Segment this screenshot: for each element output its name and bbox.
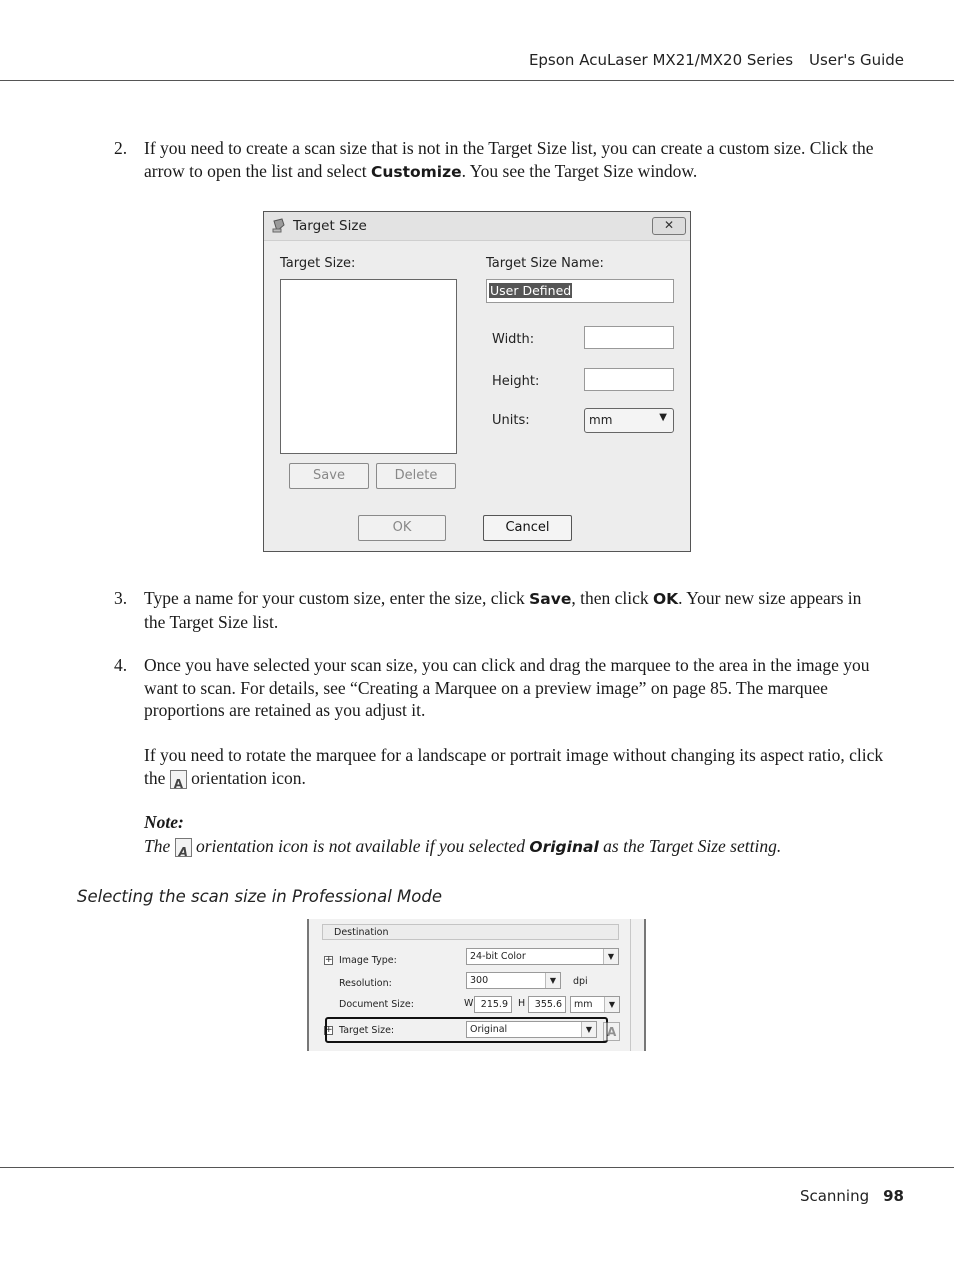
step-number: 4. xyxy=(114,655,128,675)
step-4-extra-part: If you need to rotate the marquee for a landscape or portrait image without changing its aspect ratio, click the xyxy=(144,745,884,788)
header-title: Epson AcuLaser MX21/MX20 Series xyxy=(528,51,794,69)
note-part: orientation icon is not available if you selected xyxy=(196,836,526,856)
header-guide: User's Guide xyxy=(809,51,904,69)
note-part: as the Target Size setting. xyxy=(603,836,782,856)
note-label: Note: xyxy=(144,812,184,832)
target-size-list-label: Target Size: xyxy=(280,256,356,271)
settings-area xyxy=(315,919,631,1051)
step-3-text xyxy=(144,587,884,633)
scanner-app-icon xyxy=(271,218,287,234)
step-2-part: If you need to create a scan size that is not in the Target Size list, you can create a custom size. Click the arrow to open the list and select xyxy=(144,138,874,181)
footer-section: Scanning xyxy=(799,1187,870,1205)
chevron-down-icon: ▼ xyxy=(604,997,619,1012)
section-heading: Selecting the scan size in Professional Mode xyxy=(77,887,443,906)
save-term: Save xyxy=(529,590,572,608)
doc-unit-select[interactable] xyxy=(570,996,620,1013)
step-number: 3. xyxy=(114,588,128,608)
width-letter: W xyxy=(464,998,474,1009)
width-label: Width: xyxy=(492,332,535,347)
page-number: 98 xyxy=(883,1187,904,1205)
chevron-down-icon: ▼ xyxy=(581,1022,596,1037)
dropdown-arrow-icon: ▼ xyxy=(659,412,667,423)
step-4-text: Once you have selected your scan size, you can click and drag the marquee to the area in the image you want to scan. For details, see “Creating a Marquee on a preview image” on page 85. The marquee proportions are retained as you adjust it. xyxy=(144,655,870,720)
target-size-name-value: User Defined xyxy=(490,283,572,298)
height-input[interactable] xyxy=(584,368,674,391)
ok-term: OK xyxy=(652,590,679,608)
step-3-part: , then click xyxy=(571,588,653,608)
resolution-unit: dpi xyxy=(573,976,588,987)
dialog-titlebar xyxy=(264,212,690,241)
footer-rule xyxy=(0,1167,954,1168)
destination-header[interactable] xyxy=(322,924,619,940)
highlight-box xyxy=(325,1017,608,1043)
customize-term: Customize xyxy=(370,162,462,181)
step-2-text xyxy=(144,137,884,183)
cancel-button[interactable]: Cancel xyxy=(483,515,572,541)
running-header xyxy=(529,51,904,69)
ok-button[interactable]: OK xyxy=(358,515,446,541)
doc-width-input[interactable] xyxy=(474,996,512,1013)
professional-mode-panel xyxy=(307,919,646,1051)
document-size-label: Document Size: xyxy=(339,999,414,1010)
chevron-down-icon: ▼ xyxy=(603,949,618,964)
image-type-select[interactable] xyxy=(466,948,619,965)
image-type-label: Image Type: xyxy=(339,955,397,966)
original-term: Original xyxy=(529,838,599,856)
units-value: mm xyxy=(589,413,613,427)
delete-button[interactable]: Delete xyxy=(376,463,456,489)
step-4-extra-part: orientation icon. xyxy=(191,767,306,788)
doc-height-value: 355.6 xyxy=(534,999,562,1010)
image-type-value: 24-bit Color xyxy=(470,951,526,962)
units-label: Units: xyxy=(492,413,530,428)
doc-unit-value: mm xyxy=(574,999,593,1010)
orientation-icon xyxy=(170,770,187,789)
target-size-name-input[interactable] xyxy=(486,279,674,303)
units-select[interactable] xyxy=(584,408,674,433)
step-number: 2. xyxy=(114,138,128,158)
target-size-label: Target Size: xyxy=(339,1025,395,1036)
resolution-value: 300 xyxy=(470,975,489,986)
dialog-title: Target Size xyxy=(293,218,367,234)
note-text xyxy=(144,835,884,859)
step-3-part: . Your new size appears in the Target Size list. xyxy=(144,588,862,632)
page-footer xyxy=(800,1187,904,1205)
target-size-dialog xyxy=(263,211,691,552)
doc-width-value: 215.9 xyxy=(480,999,508,1010)
header-rule xyxy=(0,80,954,81)
destination-label: Destination xyxy=(334,927,389,938)
height-label: Height: xyxy=(492,374,540,389)
target-size-list[interactable] xyxy=(280,279,457,454)
expand-icon[interactable]: + xyxy=(325,955,333,965)
target-size-name-label: Target Size Name: xyxy=(486,256,604,271)
chevron-down-icon: ▼ xyxy=(545,973,560,988)
note-part: The xyxy=(144,836,171,856)
target-size-value: Original xyxy=(470,1024,508,1035)
expand-icon[interactable]: + xyxy=(325,1025,333,1035)
orientation-icon[interactable] xyxy=(603,1022,620,1041)
close-button[interactable] xyxy=(652,217,686,235)
step-3-part: Type a name for your custom size, enter the size, click xyxy=(144,588,530,608)
height-letter: H xyxy=(518,998,526,1009)
step-4-extra xyxy=(144,744,884,789)
orientation-icon xyxy=(175,838,192,857)
close-icon: ✕ xyxy=(663,218,675,232)
resolution-label: Resolution: xyxy=(339,978,392,989)
step-2-part: . You see the Target Size window. xyxy=(461,160,698,181)
resolution-select[interactable] xyxy=(466,972,561,989)
width-input[interactable] xyxy=(584,326,674,349)
doc-height-input[interactable] xyxy=(528,996,566,1013)
save-button[interactable]: Save xyxy=(289,463,369,489)
